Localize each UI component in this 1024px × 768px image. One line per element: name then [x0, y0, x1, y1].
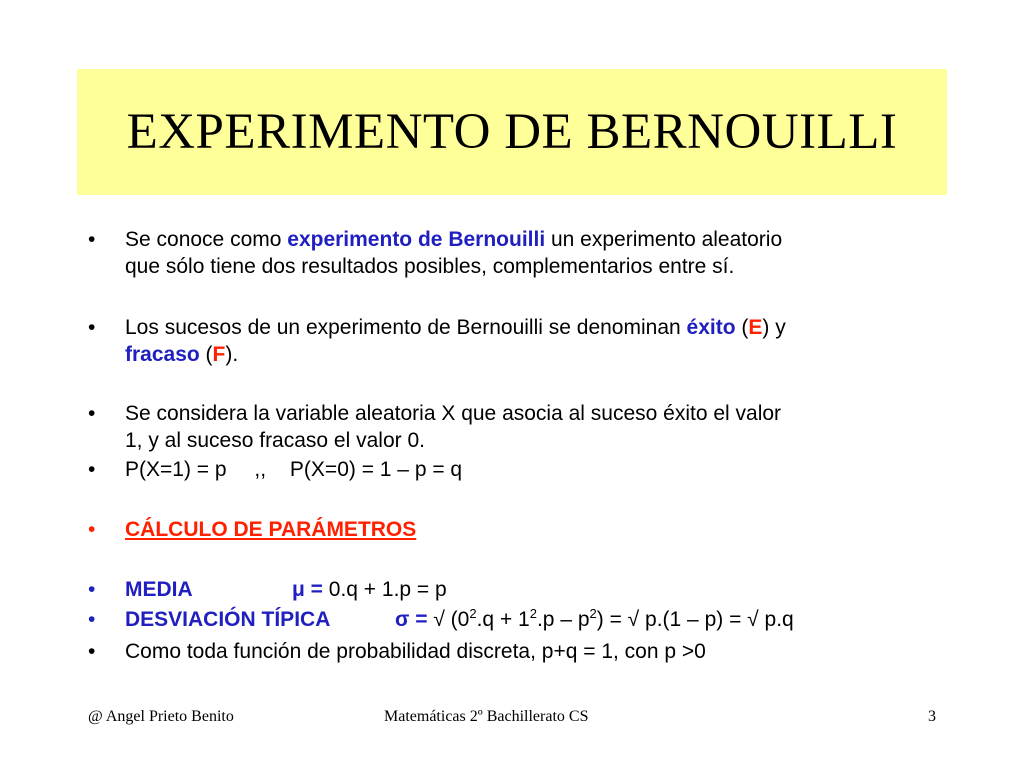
formula-p0: P(X=0) = 1 – p = q — [289, 458, 463, 481]
bullet-dot: • — [88, 608, 96, 631]
footer-course: Matemáticas 2º Bachillerato CS — [384, 708, 589, 725]
text-run: ( — [735, 316, 749, 339]
text-run: que sólo tiene dos resultados posibles, complementarios entre sí. — [125, 255, 735, 278]
slide-title: EXPERIMENTO DE BERNOUILLI — [126, 104, 898, 160]
bullet-dot: • — [88, 402, 96, 425]
text-run: ). — [225, 343, 239, 366]
text-run: ) y — [762, 316, 786, 339]
bullet-dot: • — [88, 640, 96, 663]
bullet-text — [125, 226, 935, 280]
symbol-e: E — [748, 316, 763, 339]
bullet-dot: • — [88, 578, 96, 601]
bullet-text — [125, 638, 935, 665]
formula-p1: P(X=1) = p — [125, 458, 227, 481]
bullet-dot: • — [88, 228, 96, 251]
section-heading: CÁLCULO DE PARÁMETROS — [125, 518, 417, 541]
formula-mean: 0.q + 1.p = p — [328, 578, 447, 601]
label-desviacion: DESVIACIÓN TÍPICA — [125, 608, 331, 631]
text-run: Como toda función de probabilidad discreta, p+q = 1, con p >0 — [125, 640, 706, 663]
symbol-mu: μ = — [292, 578, 329, 601]
text-run: ( — [199, 343, 213, 366]
term-bernouilli: experimento de Bernouilli — [287, 228, 546, 251]
bullet-text — [125, 576, 935, 603]
text-run: Se considera la variable aleatoria X que asocia al suceso éxito el valor — [125, 402, 782, 425]
bullet-text — [125, 314, 935, 368]
separator: ,, — [254, 458, 267, 481]
formula-std-dev: √ $(0^2.q + 1^2.p - p^2)$ = √ p.(1 – p) = √ p.q — [433, 606, 794, 631]
bullet-text — [125, 400, 935, 454]
bullet-text — [125, 516, 935, 543]
term-fracaso: fracaso — [125, 343, 200, 366]
term-exito: éxito — [686, 316, 736, 339]
footer-author: @ Angel Prieto Benito — [88, 708, 234, 725]
text-run: Los sucesos de un experimento de Bernouilli se denominan — [125, 316, 687, 339]
bullet-text — [125, 606, 935, 633]
text-run: Se conoce como — [125, 228, 288, 251]
bullet-dot: • — [88, 518, 96, 541]
symbol-sigma: σ = — [395, 608, 434, 631]
bullet-dot: • — [88, 316, 96, 339]
footer-page-number: 3 — [928, 708, 936, 725]
text-run: un experimento aleatorio — [545, 228, 783, 251]
text-run: 1, y al suceso fracaso el valor 0. — [125, 429, 425, 452]
symbol-f: F — [212, 343, 226, 366]
bullet-text — [125, 456, 935, 483]
bullet-dot: • — [88, 458, 96, 481]
label-media: MEDIA — [125, 578, 193, 601]
